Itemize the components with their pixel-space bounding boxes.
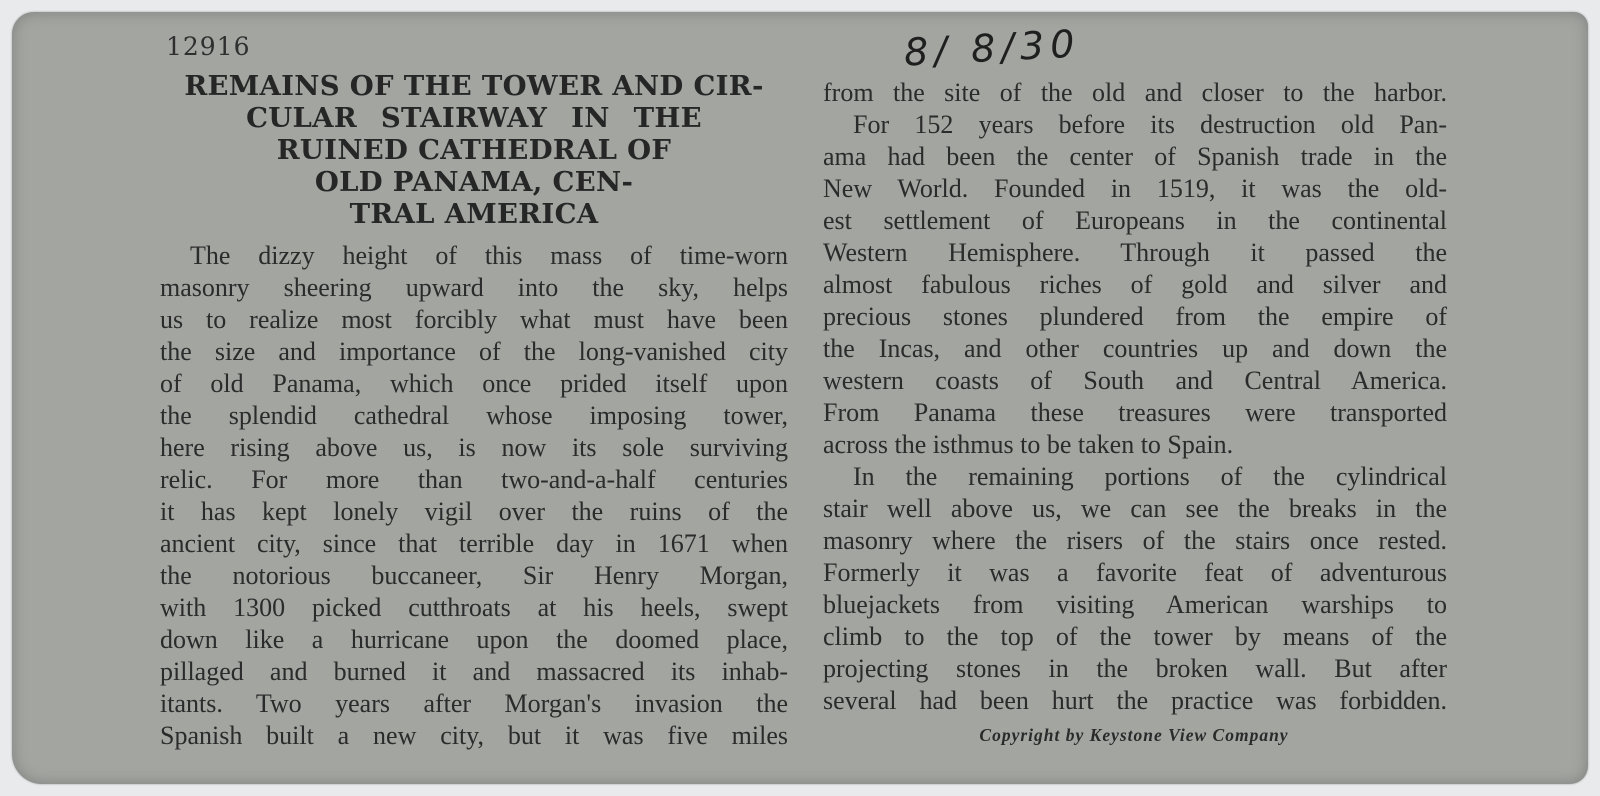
card-title [160,70,788,230]
text-line: New World. Founded in 1519, it was the old- [823,174,1447,203]
handwritten-date-note: 8/ 8/30 [902,21,1082,75]
title-line: RUINED CATHEDRAL OF [276,134,672,166]
right-text-column [823,77,1447,717]
text-line: bluejackets from visiting American warships to [823,590,1447,619]
text-line: it has kept lonely vigil over the ruins of the [160,497,788,526]
text-line: relic. For more than two-and-a-half centuries [160,465,788,494]
title-line: REMAINS OF THE TOWER AND CIR- [184,70,764,102]
text-line: us to realize most forcibly what must have been [160,305,788,334]
text-line: The dizzy height of this mass of time-worn [190,241,788,270]
text-line: down like a hurricane upon the doomed place, [160,625,788,654]
copyright-notice: Copyright by Keystone View Company [979,725,1289,745]
left-text-column [160,240,788,752]
text-line: ama had been the center of Spanish trade in the [823,142,1447,171]
text-line: of old Panama, which once prided itself upon [160,369,788,398]
text-line: climb to the top of the tower by means of the [823,622,1447,651]
text-line: western coasts of South and Central America. [823,366,1447,395]
text-line: the size and importance of the long-vanished city [160,337,788,366]
text-line: masonry sheering upward into the sky, helps [160,273,788,302]
title-line: CULAR STAIRWAY IN THE [246,102,702,134]
text-line: precious stones plundered from the empire of [823,302,1447,331]
text-line: Western Hemisphere. Through it passed the [823,238,1447,267]
text-line: In the remaining portions of the cylindrical [853,462,1447,491]
text-line: itants. Two years after Morgan's invasion the [160,689,788,718]
text-line: Spanish built a new city, but it was five miles [160,721,788,750]
text-line: stair well above us, we can see the breaks in the [823,494,1447,523]
text-line: the notorious buccaneer, Sir Henry Morgan, [160,561,788,590]
title-line: OLD PANAMA, CEN- [314,166,634,198]
text-line: Formerly it was a favorite feat of adventurous [823,558,1447,587]
text-line: projecting stones in the broken wall. But after [823,654,1447,683]
stereoview-card-back [12,12,1588,784]
text-line: the Incas, and other countries up and down the [823,334,1447,363]
text-line: almost fabulous riches of gold and silver and [823,270,1447,299]
text-line: with 1300 picked cutthroats at his heels, swept [160,593,788,622]
text-line: For 152 years before its destruction old Pan- [853,110,1447,139]
title-line: TRAL AMERICA [349,198,599,230]
text-line: across the isthmus to be taken to Spain. [823,430,1234,459]
text-line: ancient city, since that terrible day in 1671 when [160,529,788,558]
text-line: the splendid cathedral whose imposing tower, [160,401,788,430]
text-line: masonry where the risers of the stairs once rested. [823,526,1447,555]
text-line: here rising above us, is now its sole surviving [160,433,788,462]
text-line: est settlement of Europeans in the continental [823,206,1447,235]
text-line: several had been hurt the practice was forbidden. [823,686,1447,715]
text-line: From Panama these treasures were transported [823,398,1447,427]
serial-number: 12916 [166,32,251,61]
text-line: pillaged and burned it and massacred its inhab- [160,657,788,686]
text-line: from the site of the old and closer to the harbor. [823,78,1447,107]
